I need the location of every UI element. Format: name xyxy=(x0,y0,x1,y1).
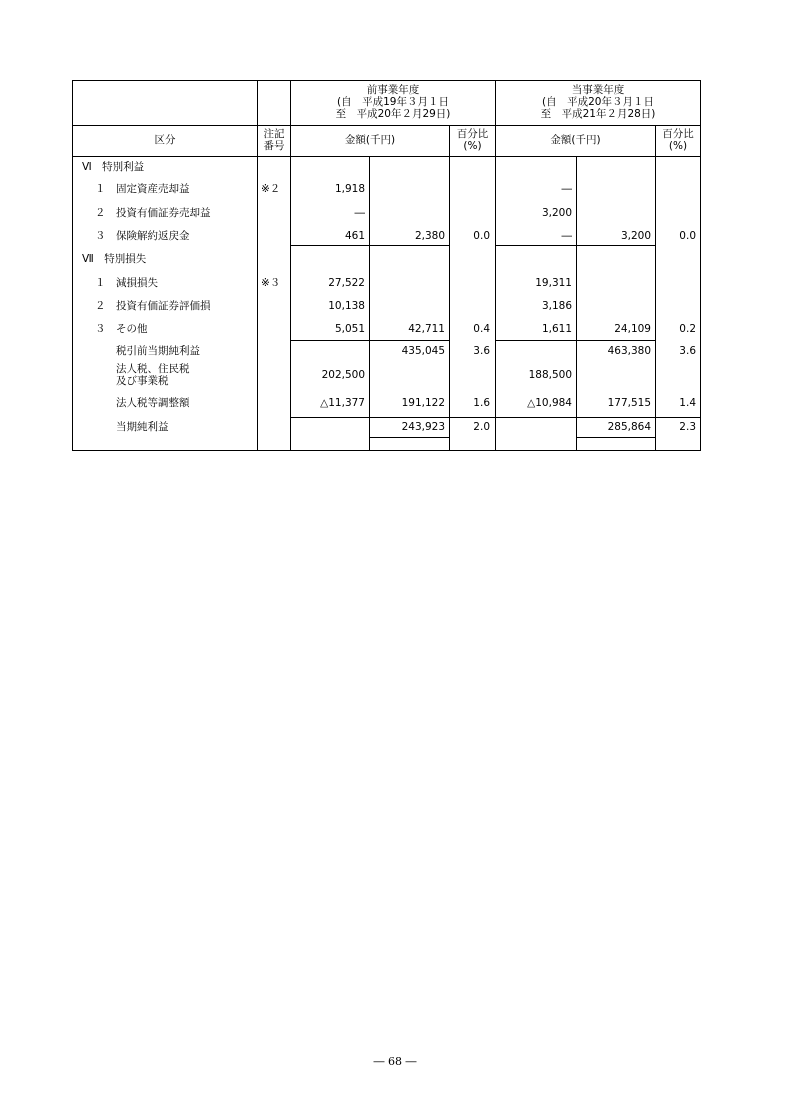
divider xyxy=(577,437,655,438)
income-statement-table xyxy=(72,80,701,451)
divider xyxy=(496,340,655,341)
row-note: ※３ xyxy=(261,277,281,289)
prior-total-value: 243,923 xyxy=(401,421,445,433)
current-total-value: 3,200 xyxy=(620,230,651,242)
current-ratio-value: 0.2 xyxy=(679,323,696,335)
row-label: 及び事業税 xyxy=(116,375,169,387)
row-note: ※２ xyxy=(261,183,281,195)
prior-total-value: 2,380 xyxy=(414,230,445,242)
divider xyxy=(291,340,449,341)
row-label: ３ その他 xyxy=(95,323,148,335)
divider xyxy=(73,125,700,126)
current-total-value: 285,864 xyxy=(607,421,651,433)
column-header-ratio-prior: 百分比 xyxy=(456,128,489,140)
current-ratio-value: 2.3 xyxy=(679,421,696,433)
prior-total-value: 435,045 xyxy=(401,345,445,357)
current-ratio-value: 3.6 xyxy=(679,345,696,357)
divider xyxy=(496,245,655,246)
current-detail-value: 188,500 xyxy=(528,369,572,381)
row-label: 法人税、住民税 xyxy=(116,363,190,375)
row-label: 税引前当期純利益 xyxy=(116,345,200,357)
divider xyxy=(291,245,449,246)
current-detail-value: 1,611 xyxy=(541,323,572,335)
prior-ratio-value: 2.0 xyxy=(473,421,490,433)
prior-ratio-value: 0.4 xyxy=(473,323,490,335)
column-header-note: 番号 xyxy=(263,140,285,152)
row-label: ３ 保険解約返戻金 xyxy=(95,230,190,242)
row-label-section: Ⅵ 特別利益 xyxy=(82,161,145,173)
column-header-category: 区分 xyxy=(154,134,176,146)
divider xyxy=(291,417,700,418)
current-total-value: 177,515 xyxy=(607,397,651,409)
prior-detail-value: ― xyxy=(354,207,365,219)
current-period-to: 至 平成21年２月28日) xyxy=(540,108,656,120)
prior-detail-value: 1,918 xyxy=(334,183,365,195)
prior-detail-value: 5,051 xyxy=(334,323,365,335)
current-total-value: 24,109 xyxy=(614,323,651,335)
prior-detail-value: 202,500 xyxy=(321,369,365,381)
prior-ratio-value: 0.0 xyxy=(473,230,490,242)
current-ratio-value: 0.0 xyxy=(679,230,696,242)
current-detail-value: ― xyxy=(561,230,572,242)
prior-period-from: (自 平成19年３月１日 xyxy=(337,96,449,108)
page-number: ― 68 ― xyxy=(373,1055,417,1068)
current-detail-value: △10,984 xyxy=(527,397,572,409)
row-label: ２ 投資有価証券評価損 xyxy=(95,300,211,312)
column-header-ratio-prior: (%) xyxy=(463,140,482,152)
current-period-from: (自 平成20年３月１日 xyxy=(542,96,654,108)
divider xyxy=(370,437,449,438)
row-label: 当期純利益 xyxy=(116,421,169,433)
row-label-section: Ⅶ 特別損失 xyxy=(82,253,147,265)
prior-detail-value: △11,377 xyxy=(320,397,365,409)
column-header-ratio-current: 百分比 xyxy=(662,128,694,140)
prior-detail-value: 461 xyxy=(344,230,365,242)
column-header-note: 注記 xyxy=(263,128,285,140)
row-label: １ 固定資産売却益 xyxy=(95,183,190,195)
current-detail-value: 19,311 xyxy=(535,277,572,289)
prior-total-value: 42,711 xyxy=(408,323,445,335)
column-header-amount-prior: 金額(千円) xyxy=(344,134,396,146)
prior-detail-value: 27,522 xyxy=(328,277,365,289)
prior-period-to: 至 平成20年２月29日) xyxy=(335,108,451,120)
current-detail-value: ― xyxy=(561,183,572,195)
current-ratio-value: 1.4 xyxy=(679,397,696,409)
current-total-value: 463,380 xyxy=(607,345,651,357)
prior-ratio-value: 3.6 xyxy=(473,345,490,357)
row-label: ２ 投資有価証券売却益 xyxy=(95,207,211,219)
prior-total-value: 191,122 xyxy=(401,397,445,409)
column-header-amount-current: 金額(千円) xyxy=(550,134,601,146)
prior-ratio-value: 1.6 xyxy=(473,397,490,409)
column-header-ratio-current: (%) xyxy=(668,140,688,152)
current-detail-value: 3,200 xyxy=(541,207,572,219)
current-period-title: 当事業年度 xyxy=(571,84,625,96)
prior-detail-value: 10,138 xyxy=(328,300,365,312)
row-label: 法人税等調整額 xyxy=(116,397,190,409)
row-label: １ 減損損失 xyxy=(95,277,158,289)
prior-period-title: 前事業年度 xyxy=(366,84,420,96)
current-detail-value: 3,186 xyxy=(541,300,572,312)
divider xyxy=(73,156,700,157)
